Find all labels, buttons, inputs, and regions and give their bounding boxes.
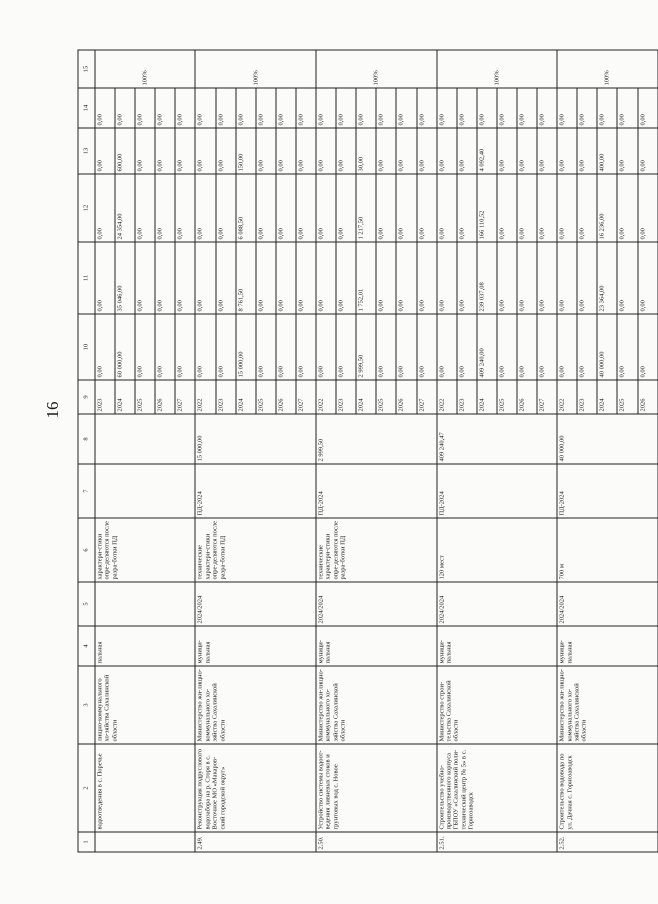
- year-cell: 2025: [256, 380, 276, 414]
- amount-cell-c14: 0,00: [376, 88, 396, 128]
- amount-cell-c10: 0,00: [316, 314, 336, 380]
- capacity-cell: технические характери-стики опре-деляются после разра-ботки ПД: [316, 518, 437, 582]
- table-row: [557, 50, 577, 852]
- amount-cell-c13: 0,00: [577, 128, 597, 174]
- amount-cell-c13: 400,00: [597, 128, 617, 174]
- amount-cell-c12: 0,00: [95, 174, 115, 242]
- amount-cell-c10: 0,00: [155, 314, 175, 380]
- customer-cell: Министерство жи-лищно-коммунального хо-зяйства Сахалинской области: [195, 666, 316, 744]
- amount-cell-c13: 0,00: [135, 128, 155, 174]
- ownership-cell: муници-пальная: [557, 626, 657, 666]
- year-cell: 2025: [135, 380, 155, 414]
- amount-cell-c11: 0,00: [216, 242, 236, 314]
- year-cell: 2027: [296, 380, 316, 414]
- column-number-header: 13: [78, 128, 95, 174]
- amount-cell-c12: 0,00: [396, 174, 416, 242]
- amount-cell-c14: 0,00: [115, 88, 135, 128]
- amount-cell-c13: 0,00: [638, 128, 658, 174]
- amount-cell-c12: 0,00: [417, 174, 437, 242]
- amount-cell-c13: 600,00: [115, 128, 135, 174]
- table-row: [95, 50, 115, 852]
- amount-cell-c12: 0,00: [256, 174, 276, 242]
- amount-cell-c12: 24 354,00: [115, 174, 135, 242]
- estimated-cost-cell: 15 000,00: [195, 414, 316, 464]
- amount-cell-c13: 0,00: [457, 128, 477, 174]
- capacity-cell: 700 м: [557, 518, 657, 582]
- amount-cell-c12: 0,00: [135, 174, 155, 242]
- object-name-cell: Устройство системы водоот-ведения ливневых стоков и грунтовых вод с. Новое: [316, 744, 437, 832]
- period-cell: 2024/2024: [195, 582, 316, 626]
- readiness-percent-cell: 100%: [195, 50, 316, 88]
- column-number-header: 10: [78, 314, 95, 380]
- readiness-percent-cell: 100%: [557, 50, 657, 88]
- period-cell: [95, 582, 195, 626]
- ownership-cell: муници-пальная: [316, 626, 437, 666]
- year-cell: 2024: [236, 380, 256, 414]
- amount-cell-c14: 0,00: [135, 88, 155, 128]
- customer-cell: Министерство жи-лищно-коммунального хо-зяйства Сахалинской области: [316, 666, 437, 744]
- amount-cell-c14: 0,00: [537, 88, 557, 128]
- amount-cell-c14: 0,00: [175, 88, 195, 128]
- amount-cell-c10: 0,00: [336, 314, 356, 380]
- amount-cell-c10: 0,00: [638, 314, 658, 380]
- amount-cell-c14: 0,00: [417, 88, 437, 128]
- year-cell: 2022: [557, 380, 577, 414]
- table-header-row: [78, 50, 95, 852]
- year-cell: 2023: [336, 380, 356, 414]
- amount-cell-c13: 0,00: [497, 128, 517, 174]
- object-name-cell: водоотведения в с. Поречье: [95, 744, 195, 832]
- amount-cell-c12: 0,00: [617, 174, 637, 242]
- amount-cell-c10: 0,00: [437, 314, 457, 380]
- object-name-cell: Строительство водовода по ул. Дачная с. Горнозаводск: [557, 744, 657, 832]
- column-number-header: 4: [78, 626, 95, 666]
- year-cell: 2022: [437, 380, 457, 414]
- year-cell: 2025: [376, 380, 396, 414]
- amount-cell-c13: 4 092,40: [477, 128, 497, 174]
- amount-cell-c14: 0,00: [457, 88, 477, 128]
- amount-cell-c14: 0,00: [216, 88, 236, 128]
- amount-cell-c13: 0,00: [376, 128, 396, 174]
- amount-cell-c11: 0,00: [276, 242, 296, 314]
- amount-cell-c11: 0,00: [497, 242, 517, 314]
- amount-cell-c11: 0,00: [195, 242, 215, 314]
- amount-cell-c10: 0,00: [537, 314, 557, 380]
- amount-cell-c11: 0,00: [376, 242, 396, 314]
- amount-cell-c12: 16 236,00: [597, 174, 617, 242]
- amount-cell-c12: 0,00: [316, 174, 336, 242]
- amount-cell-c12: 0,00: [577, 174, 597, 242]
- row-number-cell: 2.50.: [316, 832, 437, 852]
- column-number-header: 14: [78, 88, 95, 128]
- amount-cell-c12: 0,00: [336, 174, 356, 242]
- amount-cell-c11: 35 046,00: [115, 242, 135, 314]
- amount-cell-c12: 1 217,50: [356, 174, 376, 242]
- amount-cell-c13: 0,00: [195, 128, 215, 174]
- amount-cell-c10: 0,00: [135, 314, 155, 380]
- amount-cell-c10: 0,00: [396, 314, 416, 380]
- column-number-header: 7: [78, 464, 95, 518]
- amount-cell-c13: 0,00: [396, 128, 416, 174]
- amount-cell-c11: 239 037,08: [477, 242, 497, 314]
- year-cell: 2024: [477, 380, 497, 414]
- amount-cell-c11: 0,00: [336, 242, 356, 314]
- year-cell: 2023: [457, 380, 477, 414]
- year-cell: 2024: [356, 380, 376, 414]
- column-number-header: 11: [78, 242, 95, 314]
- amount-cell-c14: 0,00: [256, 88, 276, 128]
- amount-cell-c12: 0,00: [376, 174, 396, 242]
- year-cell: 2023: [216, 380, 236, 414]
- amount-cell-c11: 0,00: [316, 242, 336, 314]
- documentation-cell: [95, 464, 195, 518]
- investment-table: [78, 49, 658, 852]
- amount-cell-c14: 0,00: [276, 88, 296, 128]
- amount-cell-c11: 0,00: [256, 242, 276, 314]
- amount-cell-c11: 0,00: [517, 242, 537, 314]
- year-cell: 2023: [95, 380, 115, 414]
- amount-cell-c13: 0,00: [276, 128, 296, 174]
- amount-cell-c13: 0,00: [617, 128, 637, 174]
- amount-cell-c12: 0,00: [517, 174, 537, 242]
- customer-cell: Министерство строи-тельства Сахалинской области: [437, 666, 558, 744]
- amount-cell-c12: 0,00: [195, 174, 215, 242]
- estimated-cost-cell: 40 000,00: [557, 414, 657, 464]
- amount-cell-c11: 1 752,01: [356, 242, 376, 314]
- year-cell: 2027: [417, 380, 437, 414]
- estimated-cost-cell: [95, 414, 195, 464]
- row-number-cell: 2.49.: [195, 832, 316, 852]
- amount-cell-c13: 0,00: [256, 128, 276, 174]
- amount-cell-c10: 2 999,50: [356, 314, 376, 380]
- amount-cell-c11: 0,00: [557, 242, 577, 314]
- estimated-cost-cell: 2 999,50: [316, 414, 437, 464]
- amount-cell-c14: 0,00: [517, 88, 537, 128]
- amount-cell-c12: 6 088,50: [236, 174, 256, 242]
- amount-cell-c10: 0,00: [557, 314, 577, 380]
- amount-cell-c11: 23 364,00: [597, 242, 617, 314]
- year-cell: 2026: [276, 380, 296, 414]
- table-row: [437, 50, 457, 852]
- table-container: [78, 50, 647, 852]
- amount-cell-c13: 0,00: [95, 128, 115, 174]
- amount-cell-c10: 15 000,00: [236, 314, 256, 380]
- amount-cell-c14: 0,00: [577, 88, 597, 128]
- amount-cell-c10: 0,00: [517, 314, 537, 380]
- amount-cell-c12: 0,00: [457, 174, 477, 242]
- amount-cell-c10: 0,00: [497, 314, 517, 380]
- amount-cell-c10: 0,00: [457, 314, 477, 380]
- amount-cell-c12: 0,00: [638, 174, 658, 242]
- documentation-cell: ПД-2024: [316, 464, 437, 518]
- amount-cell-c13: 0,00: [296, 128, 316, 174]
- column-number-header: 6: [78, 518, 95, 582]
- estimated-cost-cell: 409 240,47: [437, 414, 558, 464]
- year-cell: 2024: [115, 380, 135, 414]
- amount-cell-c14: 0,00: [396, 88, 416, 128]
- amount-cell-c11: 0,00: [175, 242, 195, 314]
- column-number-header: 12: [78, 174, 95, 242]
- amount-cell-c12: 0,00: [557, 174, 577, 242]
- documentation-cell: ПД-2024: [557, 464, 657, 518]
- year-cell: 2025: [497, 380, 517, 414]
- column-number-header: 8: [78, 414, 95, 464]
- amount-cell-c13: 0,00: [537, 128, 557, 174]
- readiness-percent-cell: 100%: [95, 50, 195, 88]
- amount-cell-c11: 8 761,50: [236, 242, 256, 314]
- column-number-header: 3: [78, 666, 95, 744]
- amount-cell-c14: 0,00: [336, 88, 356, 128]
- amount-cell-c13: 0,00: [557, 128, 577, 174]
- year-cell: 2027: [537, 380, 557, 414]
- amount-cell-c13: 0,00: [216, 128, 236, 174]
- amount-cell-c13: 0,00: [175, 128, 195, 174]
- amount-cell-c12: 0,00: [437, 174, 457, 242]
- amount-cell-c11: 0,00: [396, 242, 416, 314]
- capacity-cell: 120 мест: [437, 518, 558, 582]
- amount-cell-c13: 0,00: [155, 128, 175, 174]
- year-cell: 2026: [396, 380, 416, 414]
- amount-cell-c10: 0,00: [577, 314, 597, 380]
- amount-cell-c11: 0,00: [135, 242, 155, 314]
- amount-cell-c10: 409 240,00: [477, 314, 497, 380]
- readiness-percent-cell: 100%: [316, 50, 437, 88]
- amount-cell-c13: 0,00: [517, 128, 537, 174]
- amount-cell-c14: 0,00: [155, 88, 175, 128]
- amount-cell-c12: 0,00: [276, 174, 296, 242]
- amount-cell-c10: 0,00: [195, 314, 215, 380]
- amount-cell-c13: 30,00: [356, 128, 376, 174]
- column-number-header: 5: [78, 582, 95, 626]
- amount-cell-c11: 0,00: [95, 242, 115, 314]
- amount-cell-c14: 0,00: [437, 88, 457, 128]
- table-row: [316, 50, 336, 852]
- capacity-cell: характери-стики опре-деляются после разра-ботки ПД: [95, 518, 195, 582]
- amount-cell-c11: 0,00: [577, 242, 597, 314]
- ownership-cell: муници-пальная: [195, 626, 316, 666]
- object-name-cell: Строительство учебно-производственного корпуса ГБПОУ «Сахалинский поли-технический центр № 5» в с. Горнозаводск: [437, 744, 558, 832]
- year-cell: 2022: [316, 380, 336, 414]
- capacity-cell: технические характери-стики опре-деляются после разра-ботки ПД: [195, 518, 316, 582]
- amount-cell-c14: 0,00: [296, 88, 316, 128]
- readiness-percent-cell: 100%: [437, 50, 558, 88]
- column-number-header: 1: [78, 832, 95, 852]
- year-cell: 2025: [617, 380, 637, 414]
- amount-cell-c14: 0,00: [617, 88, 637, 128]
- amount-cell-c11: 0,00: [617, 242, 637, 314]
- year-cell: 2023: [577, 380, 597, 414]
- amount-cell-c10: 40 000,00: [597, 314, 617, 380]
- ownership-cell: пальная: [95, 626, 195, 666]
- amount-cell-c11: 0,00: [457, 242, 477, 314]
- amount-cell-c10: 0,00: [617, 314, 637, 380]
- amount-cell-c14: 0,00: [95, 88, 115, 128]
- period-cell: 2024/2024: [557, 582, 657, 626]
- amount-cell-c10: 0,00: [376, 314, 396, 380]
- amount-cell-c11: 0,00: [638, 242, 658, 314]
- year-cell: 2022: [195, 380, 215, 414]
- amount-cell-c12: 0,00: [537, 174, 557, 242]
- amount-cell-c11: 0,00: [537, 242, 557, 314]
- year-cell: 2024: [597, 380, 617, 414]
- amount-cell-c12: 0,00: [497, 174, 517, 242]
- year-cell: 2026: [638, 380, 658, 414]
- amount-cell-c11: 0,00: [437, 242, 457, 314]
- amount-cell-c10: 0,00: [296, 314, 316, 380]
- amount-cell-c10: 0,00: [95, 314, 115, 380]
- column-number-header: 2: [78, 744, 95, 832]
- column-number-header: 9: [78, 380, 95, 414]
- period-cell: 2024/2024: [316, 582, 437, 626]
- amount-cell-c10: 0,00: [256, 314, 276, 380]
- row-number-cell: 2.51.: [437, 832, 558, 852]
- object-name-cell: Реконструкция подруслового водозабора на р. Сторя в с. Восточное МО «Макаров-ский городской округ»: [195, 744, 316, 832]
- amount-cell-c13: 0,00: [437, 128, 457, 174]
- amount-cell-c12: 0,00: [155, 174, 175, 242]
- page-number: 16: [43, 401, 62, 419]
- amount-cell-c14: 0,00: [195, 88, 215, 128]
- amount-cell-c12: 166 110,52: [477, 174, 497, 242]
- amount-cell-c12: 0,00: [296, 174, 316, 242]
- documentation-cell: ПД-2024: [437, 464, 558, 518]
- amount-cell-c14: 0,00: [316, 88, 336, 128]
- amount-cell-c11: 0,00: [296, 242, 316, 314]
- amount-cell-c10: 0,00: [175, 314, 195, 380]
- amount-cell-c11: 0,00: [155, 242, 175, 314]
- amount-cell-c10: 0,00: [276, 314, 296, 380]
- amount-cell-c13: 150,00: [236, 128, 256, 174]
- year-cell: 2027: [175, 380, 195, 414]
- amount-cell-c13: 0,00: [417, 128, 437, 174]
- amount-cell-c14: 0,00: [477, 88, 497, 128]
- customer-cell: лищно-коммунального хо-зяйства Сахалинской области: [95, 666, 195, 744]
- period-cell: 2024/2024: [437, 582, 558, 626]
- table-row: [195, 50, 215, 852]
- amount-cell-c14: 0,00: [497, 88, 517, 128]
- amount-cell-c14: 0,00: [597, 88, 617, 128]
- amount-cell-c13: 0,00: [336, 128, 356, 174]
- amount-cell-c13: 0,00: [316, 128, 336, 174]
- amount-cell-c10: 0,00: [417, 314, 437, 380]
- amount-cell-c11: 0,00: [417, 242, 437, 314]
- amount-cell-c10: 0,00: [216, 314, 236, 380]
- amount-cell-c12: 0,00: [216, 174, 236, 242]
- year-cell: 2026: [517, 380, 537, 414]
- row-number-cell: [95, 832, 195, 852]
- amount-cell-c14: 0,00: [236, 88, 256, 128]
- amount-cell-c14: 0,00: [557, 88, 577, 128]
- ownership-cell: муници-пальная: [437, 626, 558, 666]
- year-cell: 2026: [155, 380, 175, 414]
- customer-cell: Министерство жи-лищно-коммунального хо-зяйства Сахалинской области: [557, 666, 657, 744]
- amount-cell-c14: 0,00: [638, 88, 658, 128]
- column-number-header: 15: [78, 50, 95, 88]
- documentation-cell: ПД-2024: [195, 464, 316, 518]
- amount-cell-c12: 0,00: [175, 174, 195, 242]
- amount-cell-c14: 0,00: [356, 88, 376, 128]
- amount-cell-c10: 60 000,00: [115, 314, 135, 380]
- row-number-cell: 2.52.: [557, 832, 657, 852]
